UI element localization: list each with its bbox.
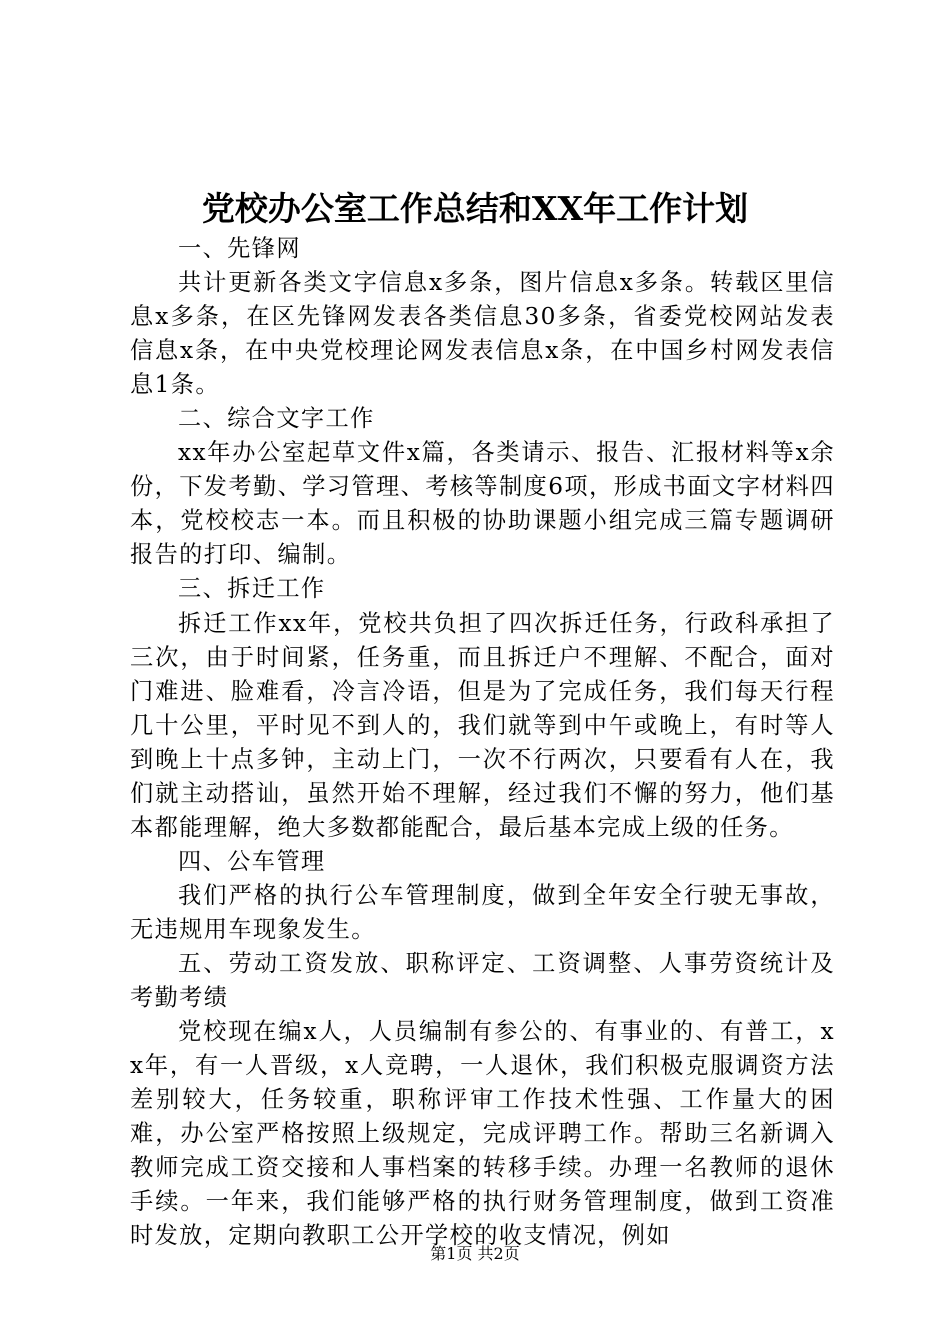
document-body [130, 232, 835, 1253]
section-heading-2: 二、综合文字工作 [178, 405, 375, 433]
section-paragraph-4: 我们严格的执行公车管理制度，做到全年安全行驶无事故，无违规用车现象发生。 [130, 881, 835, 943]
section-paragraph-3: 拆迁工作xx年，党校共负担了四次拆迁任务，行政科承担了三次，由于时间紧，任务重，而且拆迁户不理解、不配合，面对门难进、脸难看，冷言冷语，但是为了完成任务，我们每天行程几十公里，平时见不到人的，我们就等到中午或晚上，有时等人到晚上十点多钟，主动上门，一次不行两次，只要看有人在，我们就主动搭讪，虽然开始不理解，经过我们不懈的努力，他们基本都能理解，绝大多数都能配合，最后基本完成上级的任务。 [130, 609, 835, 841]
section-heading-5: 五、劳动工资发放、职称评定、工资调整、人事劳资统计及考勤考绩 [130, 949, 835, 1012]
section-paragraph-1: 共计更新各类文字信息x多条，图片信息x多条。转载区里信息x多条，在区先锋网发表各类信息30多条，省委党校网站发表信息x条，在中央党校理论网发表信息x条，在中国乡村网发表信息1条。 [130, 269, 835, 399]
page-footer: 第1页 共2页 [430, 1244, 520, 1263]
section-paragraph-5: 党校现在编x人，人员编制有参公的、有事业的、有普工，xx年，有一人晋级，x人竞聘，一人退休，我们积极克服调资方法差别较大，任务较重，职称评审工作技术性强、工作量大的困难，办公室严格按照上级规定，完成评聘工作。帮助三名新调入教师完成工资交接和人事档案的转移手续。办理一名教师的退休手续。一年来，我们能够严格的执行财务管理制度，做到工资准时发放，定期向教职工公开学校的收支情况，例如 [130, 1018, 835, 1250]
section-heading-1: 一、先锋网 [178, 235, 301, 262]
page-title: 党校办公室工作总结和XX年工作计划 [201, 189, 749, 228]
section-heading-3: 三、拆迁工作 [178, 575, 326, 603]
section-heading-4: 四、公车管理 [178, 847, 326, 875]
section-paragraph-2: xx年办公室起草文件x篇，各类请示、报告、汇报材料等x余份，下发考勤、学习管理、考核等制度6项，形成书面文字材料四本，党校校志一本。而且积极的协助课题小组完成三篇专题调研报告的打印、编制。 [130, 439, 835, 569]
